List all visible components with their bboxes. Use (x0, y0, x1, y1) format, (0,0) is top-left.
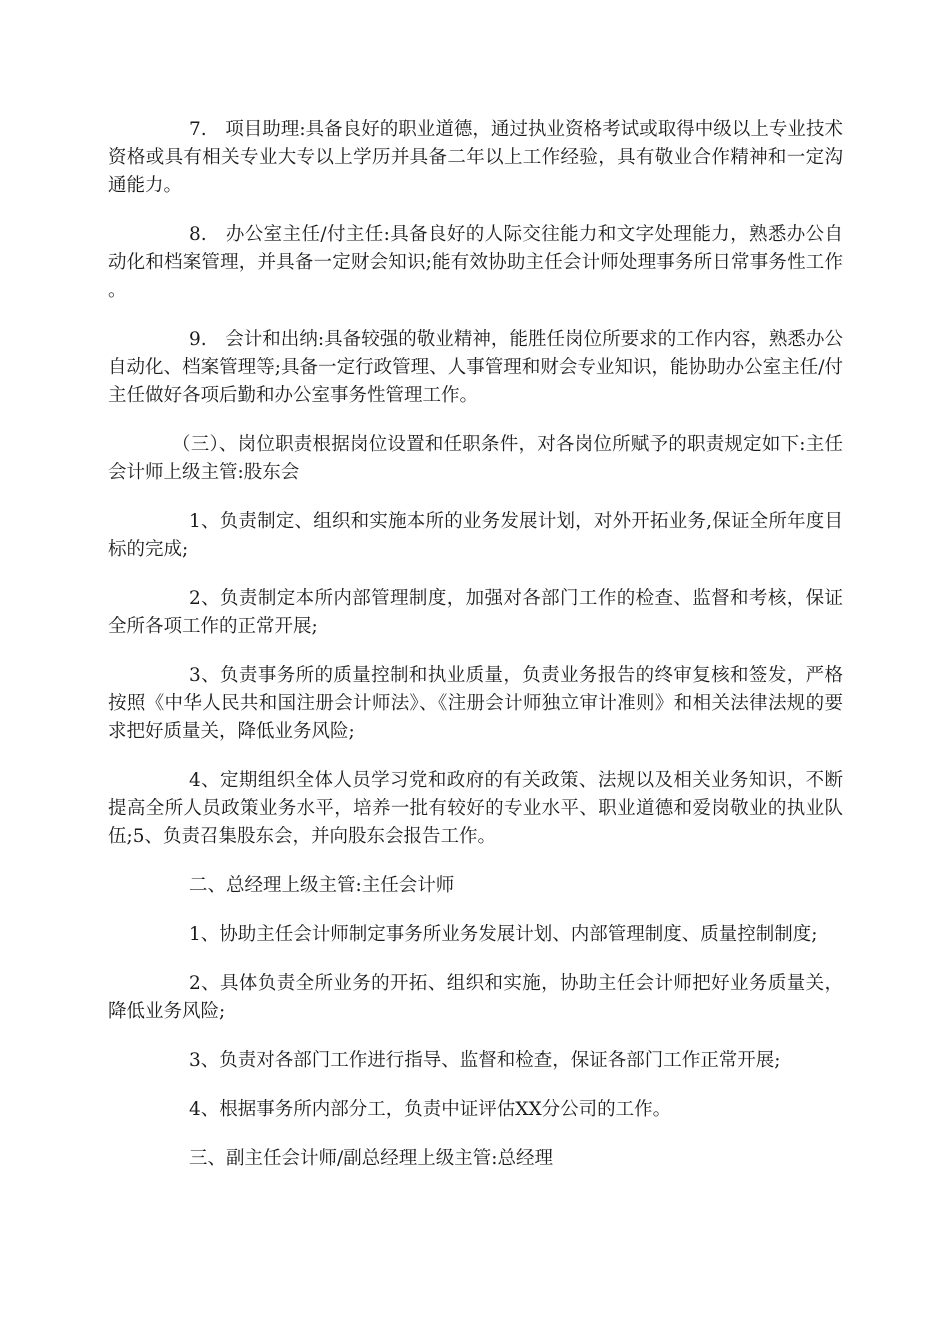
paragraph-director-duty-2: 2、负责制定本所内部管理制度，加强对各部门工作的检查、监督和考核，保证全所各项工作的正常开展; (108, 588, 843, 637)
paragraph-project-assistant: 7. 项目助理:具备良好的职业道德，通过执业资格考试或取得中级以上专业技术资格或具有相关专业大专以上学历并具备二年以上工作经验，具有敬业合作精神和一定沟通能力。 (108, 119, 843, 196)
paragraph-gm-duty-3: 3、负责对各部门工作进行指导、监督和检查，保证各部门工作正常开展; (189, 1050, 781, 1071)
paragraph-office-director: 8. 办公室主任/付主任:具备良好的人际交往能力和文字处理能力，熟悉办公自动化和档案管理，并具备一定财会知识;能有效协助主任会计师处理事务所日常事务性工作。 (108, 224, 843, 301)
paragraph-gm-duty-1: 1、协助主任会计师制定事务所业务发展计划、内部管理制度、质量控制制度; (189, 924, 818, 945)
paragraph-gm-duty-4: 4、根据事务所内部分工，负责中证评估XX分公司的工作。 (189, 1099, 672, 1120)
paragraph-director-duty-4: 4、定期组织全体人员学习党和政府的有关政策、法规以及相关业务知识，不断提高全所人员政策业务水平，培养一批有较好的专业水平、职业道德和爱岗敬业的执业队伍;5、负责召集股东会，并向股东会报告工作。 (108, 770, 843, 847)
document-body (108, 116, 843, 1194)
paragraph-section-three-heading: （三）、岗位职责根据岗位设置和任职条件，对各岗位所赋予的职责规定如下:主任会计师上级主管:股东会 (108, 434, 843, 483)
paragraph-accountant-cashier: 9. 会计和出纳:具备较强的敬业精神，能胜任岗位所要求的工作内容，熟悉办公自动化、档案管理等;具备一定行政管理、人事管理和财会专业知识，能协助办公室主任/付主任做好各项后勤和办公室事务性管理工作。 (108, 329, 843, 406)
paragraph-director-duty-1: 1、负责制定、组织和实施本所的业务发展计划，对外开拓业务,保证全所年度目标的完成; (108, 511, 843, 560)
paragraph-general-manager-heading: 二、总经理上级主管:主任会计师 (189, 875, 455, 896)
paragraph-director-duty-3: 3、负责事务所的质量控制和执业质量，负责业务报告的终审复核和签发，严格按照《中华人民共和国注册会计师法》、《注册会计师独立审计准则》和相关法律法规的要求把好质量关，降低业务风险; (108, 665, 843, 742)
paragraph-deputy-heading: 三、副主任会计师/副总经理上级主管:总经理 (189, 1148, 553, 1169)
paragraph-gm-duty-2: 2、具体负责全所业务的开拓、组织和实施，协助主任会计师把好业务质量关，降低业务风险; (108, 973, 843, 1022)
